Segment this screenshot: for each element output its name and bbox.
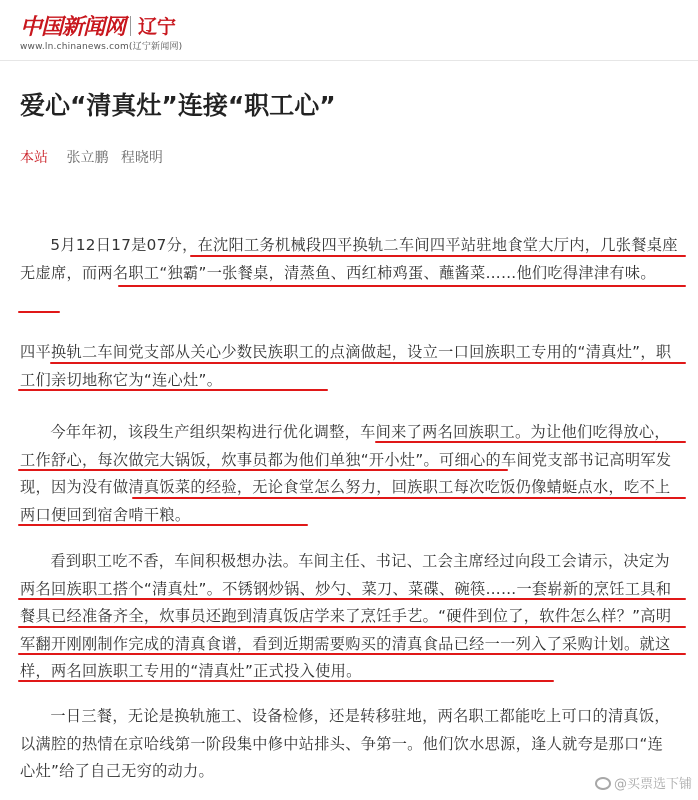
article-paragraph: 看到职工吃不香，车间积极想办法。车间主任、书记、工会主席经过向段工会请示，决定为两名回族职工搭个“清真灶”。不锈钢炒锅、炒勺、菜刀、菜碟、碗筷……一套崭新的烹饪工具和餐具已经准备齐全，炊事员还跑到清真饭店学来了烹饪手艺。“硬件到位了，软件怎么样？”高明军翻开刚刚制作完成的清真食谱，看到近期需要购买的清真食品已经一一列入了采购计划。就这样，两名回族职工专用的“清真灶”正式投入使用。 (20, 552, 672, 680)
highlight-underline (118, 285, 686, 287)
highlight-underline (190, 255, 686, 257)
highlight-underline (50, 362, 686, 364)
highlight-underline (18, 680, 554, 682)
highlight-underline (375, 441, 686, 443)
article-title: 爱心“清真灶”连接“职工心” (20, 91, 336, 120)
highlight-underline (18, 598, 686, 600)
article-paragraph: 四平换轨二车间党支部从关心少数民族职工的点滴做起，设立一口回族职工专用的“清真灶”，职工们亲切地称它为“连心灶”。 (20, 343, 672, 389)
region-label[interactable]: 辽宁 (138, 16, 177, 38)
header-divider (0, 60, 698, 61)
article-paragraph: 一日三餐，无论是换轨施工、设备检修，还是转移驻地，两名职工都能吃上可口的清真饭，以满腔的热情在京哈线第一阶段集中修中站排头、争第一。他们饮水思源，逢人就夸是那口“连心灶”给了自己无穷的动力。 (20, 707, 670, 780)
site-url: www.ln.chinanews.com(辽宁新闻网) (20, 42, 183, 52)
weibo-icon (595, 777, 611, 790)
highlight-underline (18, 626, 686, 628)
highlight-underline (18, 653, 686, 655)
author-name: 程晓明 (120, 150, 163, 166)
article-source: 本站 (20, 150, 48, 166)
highlight-underline (18, 524, 308, 526)
logo-divider (130, 16, 131, 36)
site-header (20, 8, 680, 58)
article-paragraph: 5月12日17是07分，在沈阳工务机械段四平换轨二车间四平站驻地食堂大厅内，几张餐桌座无虚席，而两名职工“独霸”一张餐桌，清蒸鱼、西红柿鸡蛋、蘸酱菜……他们吃得津津有味。 (20, 236, 678, 282)
highlight-underline (18, 311, 60, 313)
highlight-underline (132, 497, 686, 499)
site-logo[interactable]: 中国新闻网 (20, 14, 126, 40)
highlight-underline (18, 469, 508, 471)
author-name: 张立鹏 (66, 150, 109, 166)
watermark (595, 773, 692, 792)
highlight-underline (18, 389, 328, 391)
article-paragraph: 今年年初，该段生产组织架构进行优化调整，车间来了两名回族职工。为让他们吃得放心，工作舒心，每次做完大锅饭，炊事员都为他们单独“开小灶”。可细心的车间党支部书记高明军发现，因为没有做清真饭菜的经验，无论食堂怎么努力，回族职工每次吃饭仍像蜻蜓点水，吃不上两口便回到宿舍啃干粮。 (20, 423, 672, 524)
watermark-text: @买票选下铺 (613, 777, 692, 792)
byline (20, 147, 171, 167)
